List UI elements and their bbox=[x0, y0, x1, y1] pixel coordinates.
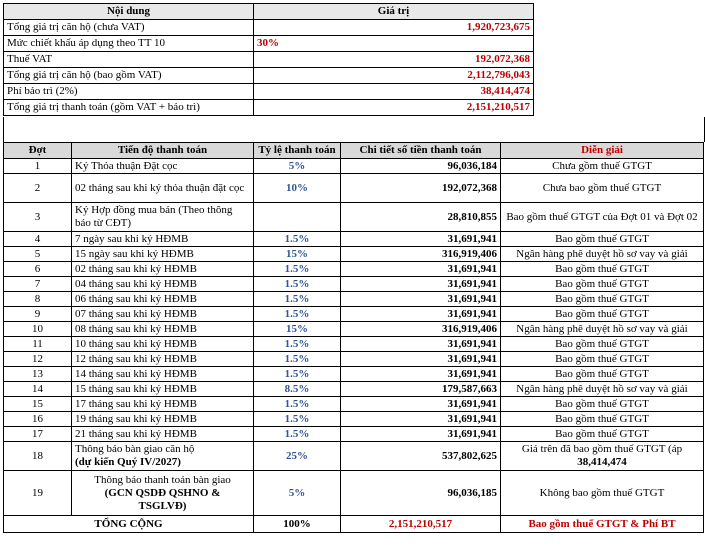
row-amount: 31,691,941 bbox=[341, 427, 501, 442]
row-rate: 5% bbox=[254, 159, 341, 174]
schedule-row bbox=[4, 397, 704, 412]
row-note bbox=[501, 471, 704, 516]
schedule-header-row bbox=[4, 143, 704, 159]
schedule-row bbox=[4, 203, 704, 232]
schedule-row bbox=[4, 277, 704, 292]
cell-line: Bao gồm thuế GTGT bbox=[555, 412, 649, 425]
row-progress bbox=[72, 232, 254, 247]
row-amount: 31,691,941 bbox=[341, 292, 501, 307]
row-note bbox=[501, 322, 704, 337]
cell-line: Ký Thỏa thuận Đặt cọc bbox=[75, 159, 178, 172]
schedule-row bbox=[4, 322, 704, 337]
row-phase: 1 bbox=[4, 159, 72, 174]
schedule-row bbox=[4, 382, 704, 397]
summary-row bbox=[4, 84, 534, 100]
schedule-row bbox=[4, 471, 704, 516]
payment-schedule-table bbox=[3, 142, 704, 533]
cell-line: 7 ngày sau khi ký HĐMB bbox=[75, 232, 189, 245]
header-rate: Tỷ lệ thanh toán bbox=[254, 143, 341, 159]
row-phase: 2 bbox=[4, 174, 72, 203]
schedule-row bbox=[4, 412, 704, 427]
row-phase: 14 bbox=[4, 382, 72, 397]
row-progress bbox=[72, 471, 254, 516]
header-phase: Đợt bbox=[4, 143, 72, 159]
cell-line: 02 tháng sau khi ký HĐMB bbox=[75, 262, 197, 275]
row-rate: 1.5% bbox=[254, 367, 341, 382]
row-phase: 10 bbox=[4, 322, 72, 337]
schedule-row bbox=[4, 232, 704, 247]
summary-label: Thuế VAT bbox=[4, 52, 254, 68]
row-phase: 16 bbox=[4, 412, 72, 427]
row-rate: 15% bbox=[254, 322, 341, 337]
row-progress bbox=[72, 352, 254, 367]
row-amount: 96,036,184 bbox=[341, 159, 501, 174]
summary-label: Tổng giá trị thanh toán (gồm VAT + bảo trì) bbox=[4, 100, 254, 116]
cell-line: Ngân hàng phê duyệt hồ sơ vay và giải bbox=[516, 247, 688, 260]
cell-line: Bao gồm thuế GTGT bbox=[555, 367, 649, 380]
summary-header-value: Giá trị bbox=[254, 4, 534, 20]
row-rate: 1.5% bbox=[254, 232, 341, 247]
row-phase: 13 bbox=[4, 367, 72, 382]
schedule-row bbox=[4, 352, 704, 367]
row-progress bbox=[72, 247, 254, 262]
row-phase: 15 bbox=[4, 397, 72, 412]
cell-line: Bao gồm thuế GTGT bbox=[555, 277, 649, 290]
row-amount: 31,691,941 bbox=[341, 262, 501, 277]
row-progress bbox=[72, 397, 254, 412]
cell-line: TSGLVĐ) bbox=[138, 499, 187, 512]
row-rate: 1.5% bbox=[254, 277, 341, 292]
row-rate bbox=[254, 203, 341, 232]
cell-line: 38,414,474 bbox=[577, 456, 627, 468]
cell-line: 06 tháng sau khi ký HĐMB bbox=[75, 292, 197, 305]
row-note bbox=[501, 277, 704, 292]
row-note bbox=[501, 337, 704, 352]
row-progress bbox=[72, 307, 254, 322]
row-note bbox=[501, 262, 704, 277]
row-rate: 1.5% bbox=[254, 352, 341, 367]
cell-line: 10 tháng sau khi ký HĐMB bbox=[75, 337, 197, 350]
cell-line: Bao gồm thuế GTGT bbox=[555, 307, 649, 320]
cell-line: 04 tháng sau khi ký HĐMB bbox=[75, 277, 197, 290]
row-phase: 8 bbox=[4, 292, 72, 307]
row-amount: 31,691,941 bbox=[341, 277, 501, 292]
total-label: TỔNG CỘNG bbox=[4, 516, 254, 533]
row-progress bbox=[72, 159, 254, 174]
row-amount: 179,587,663 bbox=[341, 382, 501, 397]
row-progress bbox=[72, 262, 254, 277]
header-amount: Chi tiết số tiền thanh toán bbox=[341, 143, 501, 159]
row-progress bbox=[72, 367, 254, 382]
row-note bbox=[501, 203, 704, 232]
row-rate: 10% bbox=[254, 174, 341, 203]
row-phase: 11 bbox=[4, 337, 72, 352]
cell-line: Giá trên đã bao gồm thuế GTGT (áp bbox=[521, 443, 683, 455]
row-rate: 25% bbox=[254, 442, 341, 471]
row-amount: 31,691,941 bbox=[341, 367, 501, 382]
summary-value: 1,920,723,675 bbox=[254, 20, 534, 36]
cell-line: 08 tháng sau khi ký HĐMB bbox=[75, 322, 197, 335]
spacer bbox=[3, 117, 705, 142]
row-progress bbox=[72, 203, 254, 232]
cell-line: 17 tháng sau khi ký HĐMB bbox=[75, 397, 197, 410]
row-phase: 18 bbox=[4, 442, 72, 471]
summary-row bbox=[4, 52, 534, 68]
row-amount: 192,072,368 bbox=[341, 174, 501, 203]
row-phase: 7 bbox=[4, 277, 72, 292]
cell-line: Bao gồm thuế GTGT của Đợt 01 và Đợt 02 bbox=[506, 210, 698, 223]
row-amount: 31,691,941 bbox=[341, 232, 501, 247]
cell-line: 12 tháng sau khi ký HĐMB bbox=[75, 352, 197, 365]
row-rate: 1.5% bbox=[254, 307, 341, 322]
cell-line: 15 ngày sau khi ký HĐMB bbox=[75, 247, 194, 260]
row-note bbox=[501, 352, 704, 367]
schedule-row bbox=[4, 442, 704, 471]
row-phase: 4 bbox=[4, 232, 72, 247]
row-note bbox=[501, 292, 704, 307]
summary-row bbox=[4, 100, 534, 116]
row-rate: 1.5% bbox=[254, 292, 341, 307]
cell-line: 14 tháng sau khi ký HĐMB bbox=[75, 367, 197, 380]
row-amount: 31,691,941 bbox=[341, 352, 501, 367]
row-note bbox=[501, 174, 704, 203]
summary-label: Mức chiết khấu áp dụng theo TT 10 bbox=[4, 36, 254, 52]
row-rate: 5% bbox=[254, 471, 341, 516]
row-rate: 1.5% bbox=[254, 262, 341, 277]
cell-line: Thông báo bàn giao căn hộ bbox=[75, 443, 195, 455]
cell-line: Ngân hàng phê duyệt hồ sơ vay và giải bbox=[516, 382, 688, 395]
row-progress bbox=[72, 427, 254, 442]
row-note bbox=[501, 412, 704, 427]
summary-value: 192,072,368 bbox=[254, 52, 534, 68]
schedule-row bbox=[4, 427, 704, 442]
row-amount: 316,919,406 bbox=[341, 322, 501, 337]
summary-header-row bbox=[4, 4, 534, 20]
cell-line: 15 tháng sau khi ký HĐMB bbox=[75, 382, 197, 395]
cell-line: Bao gồm thuế GTGT bbox=[555, 232, 649, 245]
row-progress bbox=[72, 322, 254, 337]
row-progress bbox=[72, 292, 254, 307]
cell-line: Bao gồm thuế GTGT bbox=[555, 337, 649, 350]
total-note: Bao gồm thuế GTGT & Phí BT bbox=[501, 516, 704, 533]
row-progress bbox=[72, 337, 254, 352]
schedule-row bbox=[4, 174, 704, 203]
cell-line: Ngân hàng phê duyệt hồ sơ vay và giải bbox=[516, 322, 688, 335]
cell-line: 21 tháng sau khi ký HĐMB bbox=[75, 427, 197, 440]
summary-value: 30% bbox=[254, 36, 534, 52]
cell-line: Bao gồm thuế GTGT bbox=[555, 262, 649, 275]
row-amount: 31,691,941 bbox=[341, 337, 501, 352]
header-progress: Tiến độ thanh toán bbox=[72, 143, 254, 159]
row-progress bbox=[72, 442, 254, 471]
row-note bbox=[501, 397, 704, 412]
cell-line: 07 tháng sau khi ký HĐMB bbox=[75, 307, 197, 320]
cell-line: (GCN QSDĐ QSHNO & bbox=[104, 486, 221, 499]
summary-header-content: Nội dung bbox=[4, 4, 254, 20]
row-note bbox=[501, 307, 704, 322]
cell-line: Chưa bao gồm thuế GTGT bbox=[542, 181, 662, 194]
schedule-row bbox=[4, 337, 704, 352]
row-note bbox=[501, 247, 704, 262]
row-amount: 537,802,625 bbox=[341, 442, 501, 471]
row-amount: 31,691,941 bbox=[341, 307, 501, 322]
schedule-row bbox=[4, 159, 704, 174]
total-amount: 2,151,210,517 bbox=[341, 516, 501, 533]
row-phase: 3 bbox=[4, 203, 72, 232]
row-phase: 5 bbox=[4, 247, 72, 262]
summary-value: 2,151,210,517 bbox=[254, 100, 534, 116]
cell-line: Không bao gồm thuế GTGT bbox=[539, 486, 665, 499]
summary-label: Phí bảo trì (2%) bbox=[4, 84, 254, 100]
schedule-row bbox=[4, 292, 704, 307]
summary-row bbox=[4, 68, 534, 84]
header-explanation: Diễn giải bbox=[501, 143, 704, 159]
summary-label: Tổng giá trị căn hộ (bao gồm VAT) bbox=[4, 68, 254, 84]
row-note bbox=[501, 442, 704, 471]
total-rate: 100% bbox=[254, 516, 341, 533]
row-phase: 6 bbox=[4, 262, 72, 277]
row-phase: 9 bbox=[4, 307, 72, 322]
summary-row bbox=[4, 36, 534, 52]
row-rate: 1.5% bbox=[254, 427, 341, 442]
row-note bbox=[501, 159, 704, 174]
cell-line: Chưa gồm thuế GTGT bbox=[552, 159, 652, 172]
cell-line: Bao gồm thuế GTGT bbox=[555, 397, 649, 410]
row-note bbox=[501, 232, 704, 247]
row-phase: 12 bbox=[4, 352, 72, 367]
schedule-row bbox=[4, 367, 704, 382]
row-amount: 96,036,185 bbox=[341, 471, 501, 516]
row-amount: 31,691,941 bbox=[341, 412, 501, 427]
summary-label: Tổng giá trị căn hộ (chưa VAT) bbox=[4, 20, 254, 36]
cell-line: Bao gồm thuế GTGT bbox=[555, 427, 649, 440]
row-amount: 316,919,406 bbox=[341, 247, 501, 262]
row-progress bbox=[72, 174, 254, 203]
row-amount: 28,810,855 bbox=[341, 203, 501, 232]
summary-table bbox=[3, 3, 534, 116]
row-progress bbox=[72, 277, 254, 292]
cell-line: Thông báo thanh toán bàn giao bbox=[94, 473, 231, 486]
total-row bbox=[4, 516, 704, 533]
cell-line: Bao gồm thuế GTGT bbox=[555, 292, 649, 305]
cell-line: Bao gồm thuế GTGT bbox=[555, 352, 649, 365]
row-rate: 1.5% bbox=[254, 397, 341, 412]
schedule-row bbox=[4, 262, 704, 277]
row-amount: 31,691,941 bbox=[341, 397, 501, 412]
cell-line: 19 tháng sau khi ký HĐMB bbox=[75, 412, 197, 425]
summary-value: 38,414,474 bbox=[254, 84, 534, 100]
row-note bbox=[501, 427, 704, 442]
row-rate: 1.5% bbox=[254, 337, 341, 352]
cell-line: Ký Hợp đồng mua bán (Theo thông báo từ CĐT) bbox=[75, 204, 233, 229]
row-note bbox=[501, 382, 704, 397]
row-phase: 17 bbox=[4, 427, 72, 442]
row-rate: 8.5% bbox=[254, 382, 341, 397]
row-progress bbox=[72, 412, 254, 427]
row-phase: 19 bbox=[4, 471, 72, 516]
row-note bbox=[501, 367, 704, 382]
row-rate: 15% bbox=[254, 247, 341, 262]
schedule-row bbox=[4, 247, 704, 262]
row-rate: 1.5% bbox=[254, 412, 341, 427]
row-progress bbox=[72, 382, 254, 397]
cell-line: (dự kiến Quý IV/2027) bbox=[75, 456, 181, 468]
summary-row bbox=[4, 20, 534, 36]
schedule-row bbox=[4, 307, 704, 322]
summary-value: 2,112,796,043 bbox=[254, 68, 534, 84]
cell-line: 02 tháng sau khi ký thỏa thuận đặt cọc bbox=[75, 181, 245, 194]
